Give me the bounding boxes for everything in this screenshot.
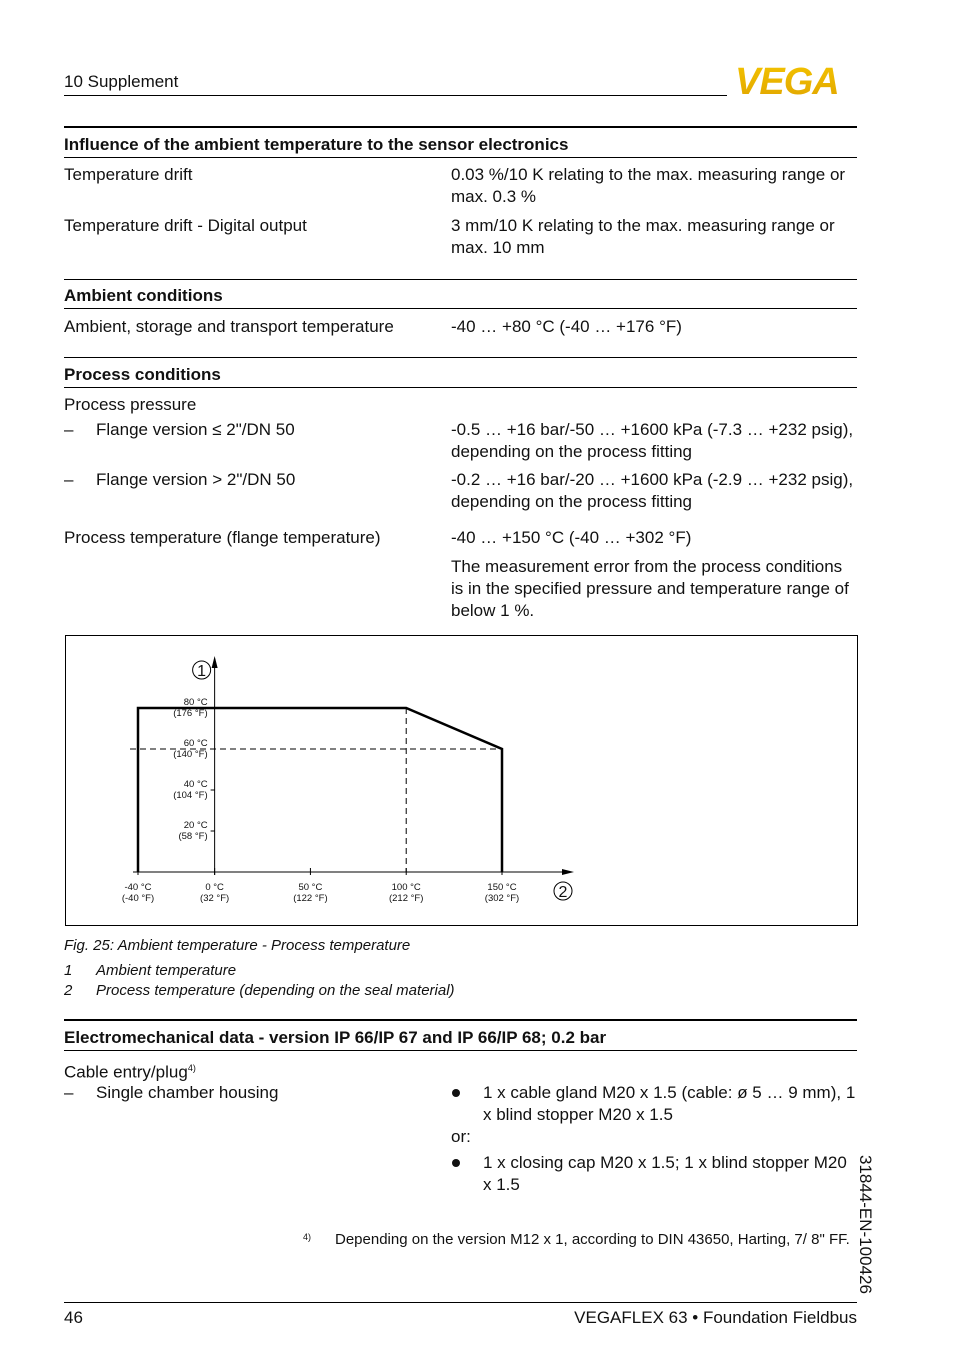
cable-entry-label: Cable entry/plug (64, 1062, 188, 1082)
spec-label: Flange version > 2"/DN 50 (96, 470, 296, 489)
svg-text:VEGA: VEGA (735, 62, 839, 98)
chart-frame (65, 635, 858, 926)
product-name: VEGAFLEX 63 • Foundation Fieldbus (574, 1308, 857, 1327)
x-tick-label: -40 °C (124, 882, 152, 893)
legend-num: 2 (64, 982, 73, 999)
section-rule (64, 387, 857, 388)
spec-label (64, 1057, 196, 1084)
figure-caption: Fig. 25: Ambient temperature - Process temperature (64, 937, 411, 954)
header-rule (64, 95, 727, 96)
y-axis-arrow (212, 656, 218, 668)
spec-value: 1 x closing cap M20 x 1.5; 1 x blind stopper M20 x 1.5 (483, 1153, 847, 1194)
x-tick-label: (32 °F) (200, 893, 230, 904)
section-rule (64, 279, 857, 280)
spec-value: or: (451, 1127, 471, 1146)
spec-label: Flange version ≤ 2"/DN 50 (96, 420, 295, 439)
legend-text: Process temperature (depending on the seal material) (96, 982, 455, 999)
footnote-text: Depending on the version M12 x 1, according to DIN 43650, Harting, 7/ 8" FF. (335, 1231, 850, 1248)
x-tick-label: (122 °F) (293, 893, 328, 904)
section-title: Ambient conditions (64, 286, 223, 305)
bullet-icon (452, 1089, 460, 1097)
legend-num: 1 (64, 962, 73, 979)
x-tick-label: (302 °F) (484, 893, 520, 904)
section-rule (64, 126, 857, 128)
section-rule (64, 1050, 857, 1051)
x-tick-label: (212 °F) (388, 893, 424, 904)
spec-value: -0.5 … +16 bar/-50 … +1600 kPa (-7.3 … +232 psig), depending on the process fitting (451, 420, 854, 461)
y-tick-label: (140 °F) (173, 749, 208, 760)
spec-value: -40 … +80 °C (-40 … +176 °F) (451, 317, 682, 336)
list-dash: – (64, 1083, 74, 1102)
spec-value: 3 mm/10 K relating to the max. measuring range or max. 10 mm (451, 216, 835, 257)
spec-label: Temperature drift - Digital output (64, 216, 307, 235)
y-tick-label: (58 °F) (178, 831, 208, 842)
spec-value: -40 … +150 °C (-40 … +302 °F) (451, 528, 692, 547)
section-rule (64, 308, 857, 309)
temperature-chart (66, 636, 857, 925)
footnote-number: 4) (303, 1232, 312, 1242)
document-code: 31844-EN-100426 (856, 1155, 875, 1294)
y-tick-label: (176 °F) (173, 708, 208, 719)
footnote-ref: 4) (187, 1063, 196, 1073)
section-title: Electromechanical data - version IP 66/IP 67 and IP 66/IP 68; 0.2 bar (64, 1028, 607, 1047)
legend-text: Ambient temperature (96, 962, 237, 979)
spec-value: -0.2 … +16 bar/-20 … +1600 kPa (-2.9 … +232 psig), depending on the process fitting (451, 470, 854, 511)
section-rule (64, 357, 857, 358)
x-tick-label: 50 °C (298, 882, 323, 893)
y-tick-label: (104 °F) (173, 790, 208, 801)
spec-label: Process pressure (64, 395, 197, 414)
section-rule (64, 1019, 857, 1021)
x-tick-label: 100 °C (391, 882, 421, 893)
x-tick-label: (-40 °F) (121, 893, 155, 904)
x-tick-label: 150 °C (487, 882, 517, 893)
y-tick-label: 40 °C (183, 779, 208, 790)
spec-note: The measurement error from the process conditions is in the specified pressure and temperature range of below 1 %. (451, 557, 849, 620)
marker-1-label: 1 (197, 663, 207, 680)
footer-rule (64, 1302, 857, 1303)
spec-value: 0.03 %/10 K relating to the max. measuring range or max. 0.3 % (451, 165, 846, 206)
x-tick-label: 0 °C (205, 882, 224, 893)
list-dash: – (64, 420, 74, 439)
section-rule (64, 157, 857, 158)
y-tick-label: 60 °C (183, 738, 208, 749)
y-tick-label: 20 °C (183, 820, 208, 831)
y-tick-label: 80 °C (183, 697, 208, 708)
spec-label: Ambient, storage and transport temperature (64, 317, 394, 336)
section-header: 10 Supplement (64, 72, 179, 91)
marker-2-label: 2 (558, 884, 568, 901)
spec-label: Process temperature (flange temperature) (64, 528, 381, 547)
list-dash: – (64, 470, 74, 489)
x-axis-arrow (562, 869, 574, 875)
section-title: Process conditions (64, 365, 221, 384)
vega-logo (735, 62, 857, 98)
page-number: 46 (64, 1308, 83, 1327)
spec-value: 1 x cable gland M20 x 1.5 (cable: ø 5 … 9 mm), 1 x blind stopper M20 x 1.5 (483, 1083, 856, 1124)
section-title: Influence of the ambient temperature to the sensor electronics (64, 135, 569, 154)
spec-label: Temperature drift (64, 165, 193, 184)
bullet-icon (452, 1159, 460, 1167)
spec-label: Single chamber housing (96, 1083, 279, 1102)
